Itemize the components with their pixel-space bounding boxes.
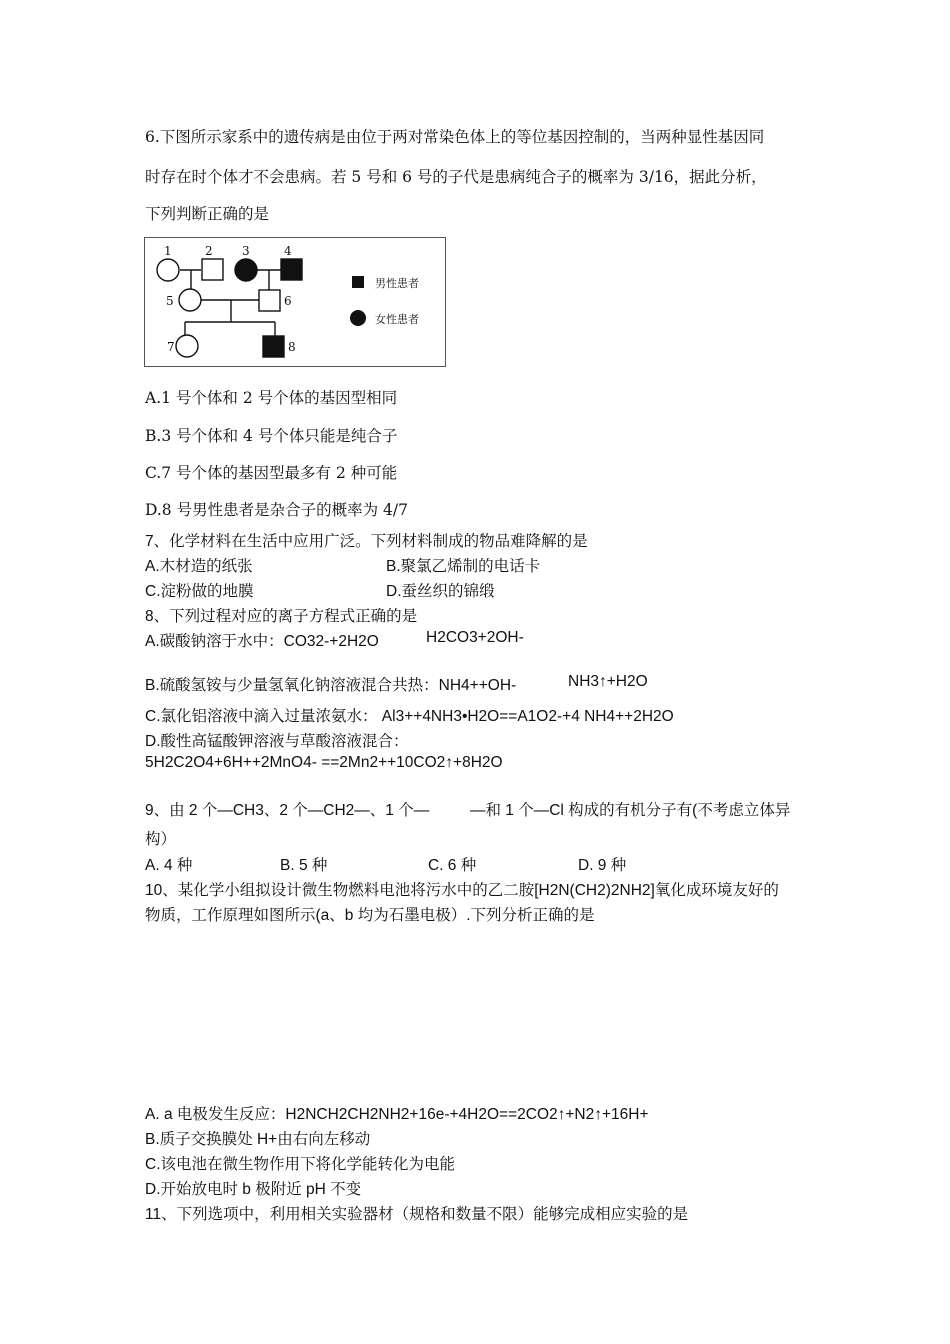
q10-option-c: C.该电池在微生物作用下将化学能转化为电能 — [145, 1156, 456, 1173]
pedigree-label-8: 8 — [288, 340, 296, 354]
q8-option-a-left: A.碳酸钠溶于水中：CO32-+2H2O — [145, 633, 379, 650]
q8-option-d: D.酸性高锰酸钾溶液与草酸溶液混合： — [145, 733, 409, 750]
q8-option-a-right: H2CO3+2OH- — [426, 629, 524, 646]
q9-option-b: B. 5 种 — [280, 857, 328, 874]
q6-option-a: A.1 号个体和 2 号个体的基因型相同 — [145, 389, 398, 407]
q7-stem: 7、化学材料在生活中应用广泛。下列材料制成的物品难降解的是 — [145, 533, 588, 550]
q8-option-c: C.氯化铝溶液中滴入过量浓氨水： Al3++4NH3•H2O==A1O2-+4 NH4++2H2O — [145, 708, 674, 725]
legend-male-label: 男性患者 — [375, 277, 419, 290]
q9-stem-line2: 构） — [145, 831, 177, 848]
q7-option-d: D.蚕丝织的锦缎 — [386, 583, 495, 600]
q9-option-a: A. 4 种 — [145, 857, 193, 874]
pedigree-label-5: 5 — [166, 294, 174, 308]
q6-option-c: C.7 号个体的基因型最多有 2 种可能 — [145, 464, 398, 482]
q9-option-d: D. 9 种 — [578, 857, 627, 874]
q6-line1: 6.下图所示家系中的遗传病是由位于两对常染色体上的等位基因控制的，当两种显性基因同 — [145, 128, 765, 146]
legend-male-patient-icon — [352, 276, 364, 288]
q7-option-a: A.木材造的纸张 — [145, 558, 253, 575]
q8-option-d-equation: 5H2C2O4+6H++2MnO4- ==2Mn2++10CO2↑+8H2O — [145, 754, 503, 771]
q10-line2: 物质，工作原理如图所示(a、b 均为石墨电极）.下列分析正确的是 — [145, 907, 595, 924]
q6-option-d: D.8 号男性患者是杂合子的概率为 4/7 — [145, 501, 408, 519]
pedigree-label-4: 4 — [284, 244, 292, 258]
legend-female-label: 女性患者 — [375, 313, 419, 326]
pedigree-individual-3 — [235, 259, 257, 281]
q9-option-c: C. 6 种 — [428, 857, 477, 874]
pedigree-individual-1 — [157, 259, 179, 281]
legend-female-patient-icon — [350, 310, 366, 326]
pedigree-label-3: 3 — [242, 244, 250, 258]
pedigree-individual-2 — [202, 259, 223, 280]
q7-option-c: C.淀粉做的地膜 — [145, 583, 254, 600]
pedigree-individual-6 — [259, 290, 280, 311]
pedigree-individual-8 — [263, 336, 284, 357]
q7-option-b: B.聚氯乙烯制的电话卡 — [386, 558, 541, 575]
pedigree-individual-7 — [176, 335, 198, 357]
q6-line3: 下列判断正确的是 — [145, 205, 270, 223]
pedigree-label-1: 1 — [164, 244, 172, 258]
pedigree-label-6: 6 — [284, 294, 292, 308]
q10-option-b: B.质子交换膜处 H+由右向左移动 — [145, 1131, 371, 1148]
q10-option-d: D.开始放电时 b 极附近 pH 不变 — [145, 1181, 362, 1198]
pedigree-individual-4 — [281, 259, 302, 280]
pedigree-svg — [145, 238, 445, 366]
q9-stem-left: 9、由 2 个—CH3、2 个—CH2—、1 个— — [145, 802, 430, 819]
q9-stem-right: —和 1 个—Cl 构成的有机分子有(不考虑立体异 — [470, 802, 791, 819]
q10-option-a: A. a 电极发生反应：H2NCH2CH2NH2+16e-+4H2O==2CO2↑+N2↑+16H+ — [145, 1106, 649, 1123]
pedigree-individual-5 — [179, 289, 201, 311]
pedigree-label-2: 2 — [205, 244, 213, 258]
q8-stem: 8、下列过程对应的离子方程式正确的是 — [145, 608, 418, 625]
q10-line1: 10、某化学小组拟设计微生物燃料电池将污水中的乙二胺[H2N(CH2)2NH2]氧化成环境友好的 — [145, 882, 779, 899]
pedigree-label-7: 7 — [167, 340, 175, 354]
q11-stem: 11、下列选项中，利用相关实验器材（规格和数量不限）能够完成相应实验的是 — [145, 1206, 689, 1223]
q8-option-b-left: B.硫酸氢铵与少量氢氧化钠溶液混合共热：NH4++OH- — [145, 677, 517, 694]
pedigree-diagram — [144, 237, 446, 367]
q8-option-b-right: NH3↑+H2O — [568, 673, 648, 690]
q6-line2: 时存在时个体才不会患病。若 5 号和 6 号的子代是患病纯合子的概率为 3/16，据此分析， — [145, 168, 767, 186]
q6-option-b: B.3 号个体和 4 号个体只能是纯合子 — [145, 427, 398, 445]
